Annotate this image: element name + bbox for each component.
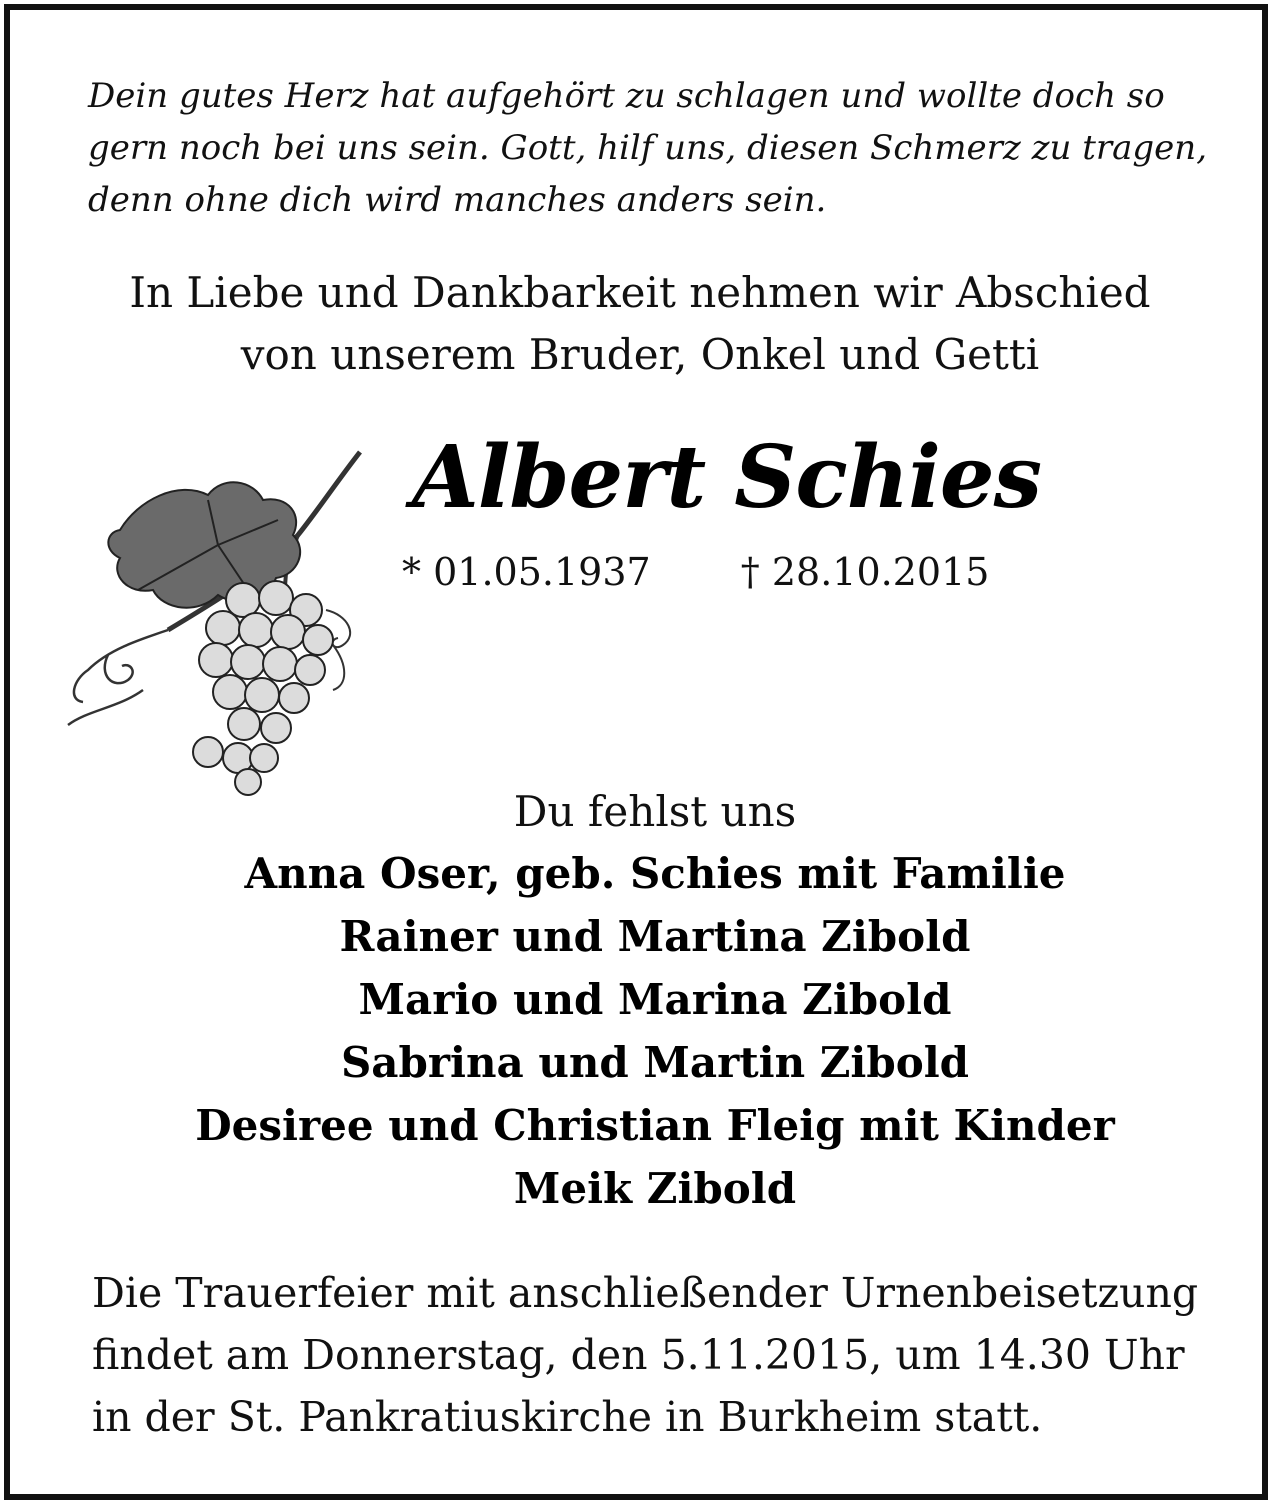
star-icon: * xyxy=(402,550,421,594)
verse xyxy=(88,70,1208,226)
life-dates xyxy=(402,546,1022,598)
intro-line: In Liebe und Dankbarkeit nehmen wir Abschied xyxy=(129,268,1151,317)
verse-line: denn ohne dich wird manches anders sein. xyxy=(88,180,827,220)
cross-icon: † xyxy=(740,550,760,594)
grape-vine-icon xyxy=(48,440,378,800)
mourner-name: Sabrina und Martin Zibold xyxy=(340,1038,970,1087)
ceremony-line: Die Trauerfeier mit anschließender Urnenbeisetzung xyxy=(92,1269,1199,1317)
mourner-name: Meik Zibold xyxy=(513,1164,797,1213)
birth-date: 01.05.1937 xyxy=(433,550,651,594)
verse-line: gern noch bei uns sein. Gott, hilf uns, diesen Schmerz zu tragen, xyxy=(88,128,1207,168)
ceremony-line: in der St. Pankratiuskirche in Burkheim statt. xyxy=(92,1393,1043,1441)
mourners-list xyxy=(0,842,1280,1220)
intro-line: von unserem Bruder, Onkel und Getti xyxy=(240,330,1040,379)
death-date: 28.10.2015 xyxy=(771,550,990,594)
mourner-name: Mario und Marina Zibold xyxy=(358,975,952,1024)
intro-text xyxy=(0,262,1280,386)
ceremony-notice xyxy=(92,1262,1242,1448)
mourner-name: Desiree und Christian Fleig mit Kinder xyxy=(195,1101,1115,1150)
mourner-name: Rainer und Martina Zibold xyxy=(339,912,971,961)
deceased-name: Albert Schies xyxy=(412,427,1042,528)
mourner-name: Anna Oser, geb. Schies mit Familie xyxy=(244,849,1066,898)
verse-line: Dein gutes Herz hat aufgehört zu schlagen und wollte doch so xyxy=(88,76,1165,116)
mourners-heading: Du fehlst uns xyxy=(513,787,797,836)
ceremony-line: findet am Donnerstag, den 5.11.2015, um 14.30 Uhr xyxy=(92,1331,1185,1379)
death-date-group xyxy=(741,546,990,598)
birth-date-group xyxy=(402,546,651,598)
